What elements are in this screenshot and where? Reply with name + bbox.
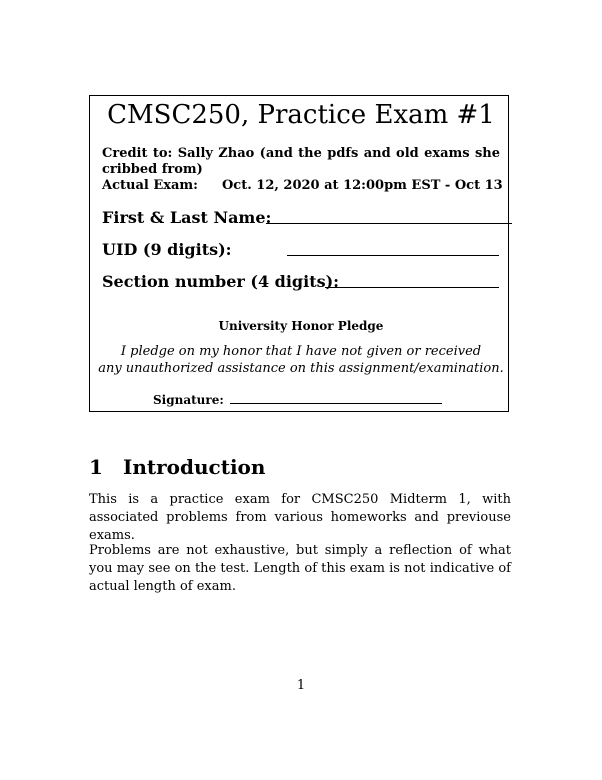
signature-label: Signature: (153, 393, 224, 407)
name-field[interactable] (266, 223, 512, 224)
section-heading (89, 454, 265, 480)
intro-paragraph-1: This is a practice exam for CMSC250 Midterm 1, with associated problems from various homeworks and previouse exams. (89, 492, 511, 543)
intro-paragraph-2: Problems are not exhaustive, but simply a reflection of what you may see on the test. Length of this exam is not indicative of actual length of exam. (89, 543, 511, 594)
signature-field[interactable] (230, 403, 442, 404)
actual-exam-label: Actual Exam: (102, 178, 198, 193)
uid-field[interactable] (287, 255, 499, 256)
page-number: 1 (296, 678, 306, 693)
name-field-label: First & Last Name: (102, 208, 272, 227)
uid-field-label: UID (9 digits): (102, 240, 232, 259)
section-title: Introduction (123, 455, 266, 479)
section-number: 1 (89, 455, 103, 479)
honor-pledge-line-2: any unauthorized assistance on this assignment/examination. (98, 361, 504, 376)
credit-line: Credit to: Sally Zhao (and the pdfs and old exams she cribbed from) (102, 146, 500, 177)
exam-title: CMSC250, Practice Exam #1 (107, 100, 495, 130)
section-field-label: Section number (4 digits): (102, 272, 340, 291)
actual-exam-value: Oct. 12, 2020 at 12:00pm EST - Oct 13 (221, 178, 503, 193)
section-field[interactable] (325, 287, 499, 288)
honor-pledge-line-1: I pledge on my honor that I have not given or received (120, 344, 482, 359)
actual-exam-line (102, 178, 503, 194)
honor-pledge-title: University Honor Pledge (218, 319, 384, 333)
